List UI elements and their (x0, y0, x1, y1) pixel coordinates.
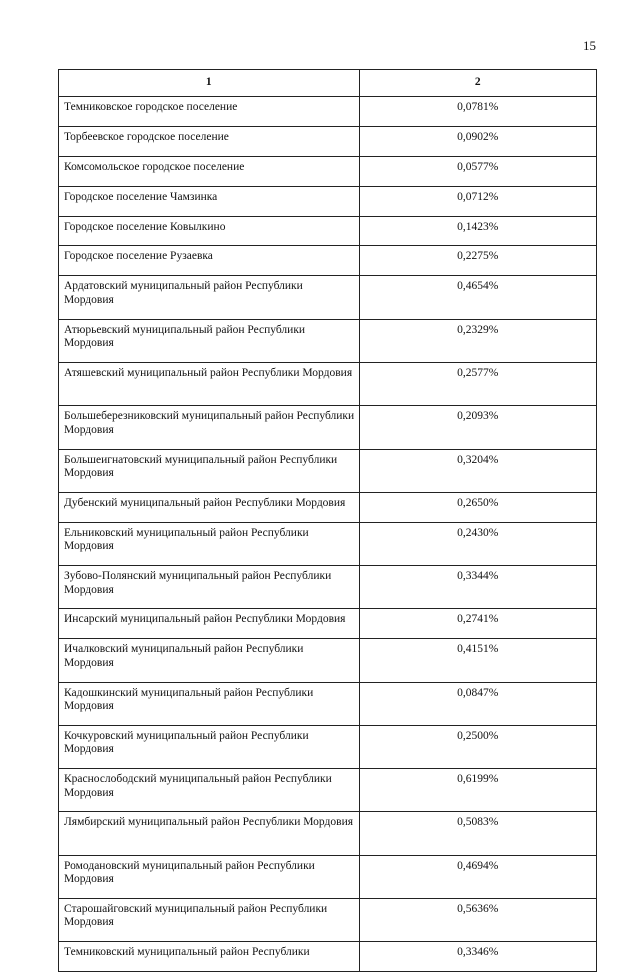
share-value: 0,2650% (359, 492, 596, 522)
municipality-name: Кочкуровский муниципальный район Республики Мордовия (59, 725, 360, 768)
table-row (59, 639, 597, 682)
share-value: 0,3346% (359, 942, 596, 972)
municipality-name: Темниковское городское поселение (59, 97, 360, 127)
municipality-name: Темниковский муниципальный район Республики (59, 942, 360, 972)
share-value: 0,2741% (359, 609, 596, 639)
table-row (59, 769, 597, 812)
share-value: 0,0577% (359, 156, 596, 186)
table-row (59, 566, 597, 609)
table-header-row (59, 70, 597, 97)
table-row (59, 406, 597, 449)
municipality-name: Ельниковский муниципальный район Республики Мордовия (59, 522, 360, 565)
municipality-name: Большеберезниковский муниципальный район Республики Мордовия (59, 406, 360, 449)
table-row (59, 156, 597, 186)
table-row (59, 449, 597, 492)
municipality-name: Ичалковский муниципальный район Республики Мордовия (59, 639, 360, 682)
share-value: 0,2500% (359, 725, 596, 768)
municipality-name: Атюрьевский муниципальный район Республики Мордовия (59, 319, 360, 362)
municipality-name: Атяшевский муниципальный район Республики Мордовия (59, 362, 360, 405)
share-value: 0,0902% (359, 126, 596, 156)
table-row (59, 522, 597, 565)
municipality-name: Кадошкинский муниципальный район Республики Мордовия (59, 682, 360, 725)
share-value: 0,0781% (359, 97, 596, 127)
municipality-name: Ромодановский муниципальный район Республики Мордовия (59, 855, 360, 898)
share-value: 0,0712% (359, 186, 596, 216)
municipality-name: Городское поселение Рузаевка (59, 246, 360, 276)
table-row (59, 97, 597, 127)
share-value: 0,2093% (359, 406, 596, 449)
table-row (59, 126, 597, 156)
table-row (59, 319, 597, 362)
municipality-name: Городское поселение Ковылкино (59, 216, 360, 246)
share-value: 0,2329% (359, 319, 596, 362)
share-value: 0,2577% (359, 362, 596, 405)
share-value: 0,0847% (359, 682, 596, 725)
table-row (59, 725, 597, 768)
municipality-name: Инсарский муниципальный район Республики Мордовия (59, 609, 360, 639)
table-row (59, 276, 597, 319)
municipality-name: Ардатовский муниципальный район Республики Мордовия (59, 276, 360, 319)
municipality-name: Комсомольское городское поселение (59, 156, 360, 186)
share-value: 0,4694% (359, 855, 596, 898)
table-row (59, 186, 597, 216)
data-table (58, 69, 597, 972)
share-value: 0,5083% (359, 812, 596, 855)
municipality-name: Городское поселение Чамзинка (59, 186, 360, 216)
municipality-name: Краснослободский муниципальный район Республики Мордовия (59, 769, 360, 812)
share-value: 0,3204% (359, 449, 596, 492)
municipality-name: Зубово-Полянский муниципальный район Республики Мордовия (59, 566, 360, 609)
share-value: 0,3344% (359, 566, 596, 609)
share-value: 0,1423% (359, 216, 596, 246)
table-row (59, 362, 597, 405)
table-row (59, 609, 597, 639)
municipality-name: Дубенский муниципальный район Республики Мордовия (59, 492, 360, 522)
municipality-name: Торбеевское городское поселение (59, 126, 360, 156)
table-row (59, 682, 597, 725)
share-value: 0,2430% (359, 522, 596, 565)
municipality-name: Большеигнатовский муниципальный район Республики Мордовия (59, 449, 360, 492)
table-row (59, 492, 597, 522)
table-row (59, 812, 597, 855)
column-header-2: 2 (359, 70, 596, 97)
table-row (59, 942, 597, 972)
share-value: 0,2275% (359, 246, 596, 276)
page-number: 15 (583, 38, 596, 53)
table-row (59, 855, 597, 898)
municipality-name: Лямбирский муниципальный район Республики Мордовия (59, 812, 360, 855)
share-value: 0,5636% (359, 898, 596, 941)
table-row (59, 216, 597, 246)
municipality-name: Старошайговский муниципальный район Республики Мордовия (59, 898, 360, 941)
table-body (59, 97, 597, 972)
share-value: 0,4151% (359, 639, 596, 682)
share-value: 0,6199% (359, 769, 596, 812)
table-row (59, 246, 597, 276)
share-value: 0,4654% (359, 276, 596, 319)
column-header-1: 1 (59, 70, 360, 97)
